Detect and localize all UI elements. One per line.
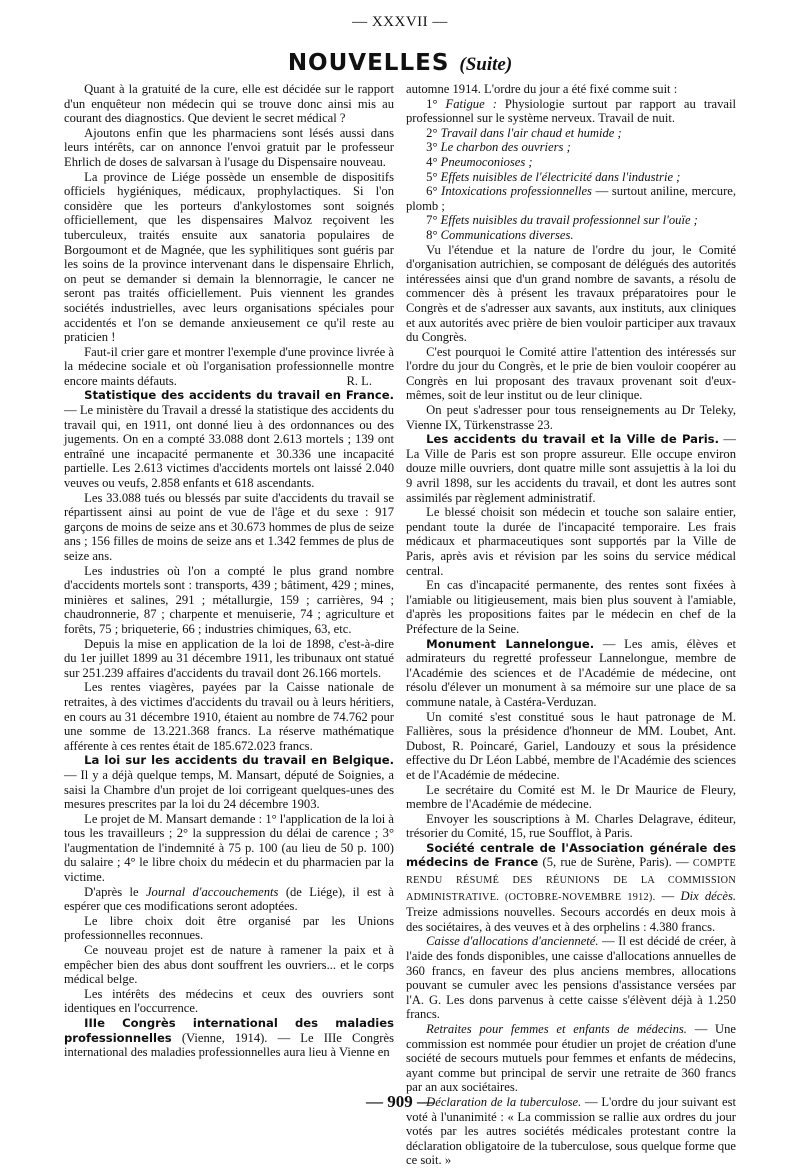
paragraph-text: — Le ministère du Travail a dressé la statistique des accidents du travail qui, en 1911, ont donné lieu à des ordonnances ou des jugements. On en a compté 33.088 dont 2.613 mortels ; 139 ont entraîné une incapacité permanente et 30.336 une incapacité partielle. Les 2.613 victimes d'accidents mortels ont laissé 2.040 veuves ou veufs, 2.858 enfants et 618 ascendants. xyxy=(64,403,394,491)
paragraph xyxy=(406,82,736,97)
page-header-roman-numeral: — XXXVII — xyxy=(352,14,448,30)
paragraph-italic: Caisse d'allocations d'ancienneté. xyxy=(426,934,599,949)
paragraph-text: Faut-il crier gare et montrer l'exemple d'une province livrée à la médecine sociale et où l'organisation professionnelle montre encore maints défauts. xyxy=(64,344,394,388)
paragraph-italic: Effets nuisibles de l'électricité dans l'industrie ; xyxy=(440,169,681,184)
paragraph-text: (5, rue de Surène, Paris). — xyxy=(538,855,693,870)
paragraph-text: Un comité s'est constitué sous le haut patronage de M. Fallières, sous la présidence d'honneur de MM. Loubet, Ant. Dubost, R. Poincaré, Gariel, Landouzy et sous la présidence effective du Dr Léon Labbé, membre de l'Académie des sciences et de l'Académie de médecine. xyxy=(406,709,736,782)
paragraph-text: Treize admissions nouvelles. Secours accordés en deux mois à des sociétaires, à des veuves et à des orphelins : 4.380 francs. xyxy=(406,905,736,934)
paragraph xyxy=(406,934,736,1022)
paragraph-prefix: 5° xyxy=(426,169,441,184)
paragraph-italic: Intoxications professionnelles xyxy=(441,184,592,199)
paragraph-text: Vu l'étendue et la nature de l'ordre du jour, le Comité d'organisation autrichien, se composant de délégués des autorités intéressées ainsi que d'un grand nombre de savants, a résolu de commencer dès à présent les travaux préparatoires pour le Congrès et de s'adresser aux savants, aux instituts, aux cliniques et aux autorités avec prière de bien vouloir participer aux travaux du Congrès. xyxy=(406,242,736,345)
paragraph-prefix: 3° xyxy=(426,140,441,155)
paragraph xyxy=(64,637,394,681)
paragraph-text: Les 33.088 tués ou blessés par suite d'accidents du travail se répartissent ainsi au point de vue de l'âge et du sexe : 917 garçons de moins de seize ans et 30.673 hommes de plus de seize ans ; 156 filles de moins de seize ans et 1.342 femmes de plus de seize ans. xyxy=(64,490,394,563)
paragraph-prefix: 7° xyxy=(426,213,441,228)
paragraph-text: La province de Liége possède un ensemble de dispositifs officiels hygiéniques, médicaux, prophylactiques. Si l'on considère que les porteurs d'ankylostomes sont soignés officiellement, que les dispensaires Malvoz reçoivent les tuberculeux, traités ensuite aux sanatoria populaires de Borgoumont et de Magnée, que les syphilitiques sont guéris par les soins de la province intervenant dans le dispensaire Ehrlich, on peut se demander si demain la blennorragie, le cancer ne seront pas traités officiellement. Puis viennent les grandes sociétés industrielles, avec leurs organisations spéciales pour accidentés et l'on se demande anxieusement ce qu'il reste au praticien ! xyxy=(64,169,394,345)
paragraph-text: Quant à la gratuité de la cure, elle est décidée sur le rapport d'un enquêteur non médecin qui se trouve donc ainsi mis au courant des diagnostics. Que devient le secret médical ? xyxy=(64,82,394,126)
paragraph xyxy=(64,1016,394,1060)
paragraph-text: Le secrétaire du Comité est M. le Dr Maurice de Fleury, membre de l'Académie de médecine. xyxy=(406,782,736,812)
paragraph xyxy=(64,491,394,564)
paragraph xyxy=(406,1022,736,1095)
paragraph-text: Envoyer les souscriptions à M. Charles Delagrave, éditeur, trésorier du Comité, 15, rue Soufflot, à Paris. xyxy=(406,811,736,841)
paragraph-text: — L'ordre du jour suivant est voté à l'unanimité : « La commission se rallie aux ordres du jour votés par les autres sociétés médicales protestant contre la déclaration obligatoire de la tuberculose, sous quelque forme que ce soit. » xyxy=(406,1094,736,1168)
paragraph xyxy=(406,184,736,213)
paragraph-italic: Effets nuisibles du travail professionnel sur l'ouïe ; xyxy=(440,213,698,228)
paragraph xyxy=(64,345,394,389)
paragraph xyxy=(406,841,736,935)
paragraph xyxy=(406,783,736,812)
paragraph-text: Ajoutons enfin que les pharmaciens sont lésés aussi dans leurs intérêts, car on annonce l'envoi gratuit par le professeur Ehrlich de doses de salvarsan à l'usage du Dispensaire nouveau. xyxy=(64,125,394,169)
paragraph-text: — Une commission est nommée pour étudier un projet de création d'une société de secours mutuels pour femmes et enfants de médecins, ayant comme but principal de servir une retraite de 360 francs par an aux sociétaires. xyxy=(406,1022,736,1095)
paragraph-prefix: 1° xyxy=(426,96,446,111)
paragraph-text: En cas d'incapacité permanente, des rentes sont fixées à l'amiable ou litigieusement, mais bien plus souvent à l'amiable, d'après les propositions faites par le médecin en chef de la Préfecture de la Seine. xyxy=(406,578,736,636)
paragraph-italic: Pneumoconioses ; xyxy=(440,154,533,169)
paragraph-italic: Travail dans l'air chaud et humide ; xyxy=(440,125,622,140)
paragraph-prefix: D'après le xyxy=(84,884,146,899)
paragraph-text: Le projet de M. Mansart demande : 1° l'application de la loi à tous les travailleurs ; 2° la suppression du délai de carence ; 3° l'augmentation de l'indemnité à 75 p. 100 (au lieu de 50 p. 100) du salaire ; 4° le libre choix du médecin et du pharmacien par la victime. xyxy=(64,811,394,885)
paragraph-text: Depuis la mise en application de la loi de 1898, c'est-à-dire du 1er juillet 1899 au 31 décembre 1911, les tribunaux ont statué sur 251.239 affaires d'accidents du travail dont 26.166 mortels. xyxy=(64,636,394,680)
paragraph xyxy=(406,126,736,141)
paragraph-heading: Monument Lannelongue. xyxy=(426,636,595,651)
paragraph xyxy=(406,345,736,403)
paragraph-heading: La loi sur les accidents du travail en Belgique. xyxy=(84,753,394,768)
paragraph xyxy=(406,578,736,636)
paragraph-text: — surtout aniline, mercure, plomb ; xyxy=(406,184,736,213)
paragraph-smallcaps: COMPTE RENDU RÉSUMÉ DES RÉUNIONS DE LA COMMISSION ADMINISTRATIVE. (OCTOBRE-NOVEMBRE 1912). xyxy=(406,858,736,903)
paragraph-text: Les intérêts des médecins et ceux des ouvriers sont identiques en l'occurrence. xyxy=(64,986,394,1016)
paragraph xyxy=(406,97,736,126)
paragraph xyxy=(64,170,394,345)
paragraph xyxy=(64,753,394,811)
paragraph-italic: Journal d'accouchements xyxy=(145,884,279,899)
paragraph-text: automne 1914. L'ordre du jour a été fixé comme suit : xyxy=(406,82,678,96)
paragraph-text: Le libre choix doit être organisé par les Unions professionnelles reconnues. xyxy=(64,913,394,943)
paragraph xyxy=(64,82,394,126)
paragraph xyxy=(64,680,394,753)
paragraph xyxy=(406,432,736,505)
paragraph-heading: Société centrale de l'Association générale des médecins de France xyxy=(406,840,736,870)
paragraph-heading: Statistique des accidents du travail en France. xyxy=(84,388,394,403)
paragraph-text: — La Ville de Paris est son propre assureur. Elle occupe environ douze mille ouvriers, dont quatre mille sont assujettis à la loi du 9 avril 1898, sur les accidents du travail, et dont les autres sont assimilés par règlement administratif. xyxy=(406,432,737,505)
section-title-suite: (Suite) xyxy=(459,54,513,75)
two-column-body xyxy=(64,82,736,1168)
paragraph xyxy=(406,213,736,228)
paragraph xyxy=(64,914,394,943)
paragraph-text: (de Liége), il est à espérer que ces modifications seront adoptées. xyxy=(64,884,394,914)
paragraph xyxy=(406,637,736,710)
paragraph xyxy=(64,943,394,987)
paragraph xyxy=(406,403,736,432)
paragraph xyxy=(406,505,736,578)
paragraph xyxy=(406,170,736,185)
paragraph-italic: Déclaration de la tuberculose. xyxy=(426,1094,582,1109)
paragraph-text: On peut s'adresser pour tous renseignements au Dr Teleky, Vienne IX, Türkenstrasse 23. xyxy=(406,403,736,432)
paragraph xyxy=(406,228,736,243)
section-title xyxy=(0,50,800,76)
paragraph-text: Ce nouveau projet est de nature à ramener la paix et à empêcher bien des abus dont souffrent les ouvriers... et le corps médical belge. xyxy=(64,943,394,987)
paragraph xyxy=(64,388,394,490)
paragraph-italic: Le charbon des ouvriers ; xyxy=(440,140,571,155)
paragraph-text: C'est pourquoi le Comité attire l'attention des intéressés sur l'ordre du jour du Congrès, et le prie de bien vouloir coopérer au Congrès en lui proposant des travaux provenant soit d'eux-mêmes, soit de leur institut ou de leur clinique. xyxy=(406,344,736,403)
paragraph xyxy=(64,564,394,637)
paragraph-text: (Vienne, 1914). — Le IIIe Congrès international des maladies professionnelles aura lieu à Vienne en xyxy=(64,1030,394,1060)
paragraph xyxy=(406,155,736,170)
paragraph-text: — Il y a déjà quelque temps, M. Mansart, député de Soignies, a saisi la Chambre d'un projet de loi corrigeant quelques-unes des mesures prescrites par la loi du 24 décembre 1903. xyxy=(64,767,394,812)
paragraph-heading: Les accidents du travail et la Ville de Paris. xyxy=(426,432,719,447)
paragraph-prefix: 2° xyxy=(426,125,441,140)
paragraph-text: — Les amis, élèves et admirateurs du regretté professeur Lannelongue, membre de l'Académie des sciences et de l'Académie de médecine, ont résolu d'élever un monument à sa mémoire sur une place de sa commune natale, à Castéra-Verduzan. xyxy=(406,636,736,709)
paragraph xyxy=(406,710,736,783)
right-column xyxy=(406,82,736,1168)
section-title-main: NOUVELLES xyxy=(287,50,450,76)
paragraph xyxy=(64,812,394,885)
paragraph-separator: — xyxy=(655,888,681,903)
paragraph-prefix: 4° xyxy=(426,154,441,169)
left-column xyxy=(64,82,394,1168)
paragraph-text: Les rentes viagères, payées par la Caisse nationale de retraites, à des victimes d'accidents du travail ou à leurs héritiers, en cours au 31 décembre 1910, étaient au nombre de 74.762 pour une somme de 13.221.368 francs. La réserve mathématique afférente à ces rentes était de 185.672.023 francs. xyxy=(64,680,394,753)
paragraph-text: Les industries où l'on a compté le plus grand nombre d'accidents mortels sont : transports, 439 ; bâtiment, 429 ; mines, minières et salines, 291 ; métallurgie, 159 ; carrières, 94 ; chaudronnerie, 87 ; charpente et menuiserie, 74 ; agriculture et forêts, 75 ; briqueterie, 66 ; industries chimiques, 63, etc. xyxy=(64,563,394,636)
paragraph-heading: IIIe Congrès international des maladies professionnelles xyxy=(64,1016,394,1045)
paragraph xyxy=(64,987,394,1016)
paragraph-text: Le blessé choisit son médecin et touche son salaire entier, pendant toute la durée de l'incapacité temporaire. Les frais médicaux et pharmaceutiques sont supportés par la Ville de Paris, après avis et révision par les soins du service médical central. xyxy=(406,505,736,578)
page-number-footer: — 909 — xyxy=(366,1092,434,1111)
paragraph-prefix: 8° xyxy=(426,227,441,242)
paragraph xyxy=(64,126,394,170)
paragraph-text: — Il est décidé de créer, à l'aide des fonds disponibles, une caisse d'allocations annuelles de 360 francs, en faveur des plus anciens membres, allocations pouvant se cumuler avec les pensions d'assistance versées par l'A. G. Les dons parvenus à cette caisse s'élèvent déjà à 1.250 francs. xyxy=(406,934,736,1022)
paragraph-italic: Communications diverses. xyxy=(440,227,574,242)
paragraph xyxy=(406,812,736,841)
paragraph-text: Physiologie surtout par rapport au travail professionnel sur le système nerveux. Travail de nuit. xyxy=(406,96,736,126)
author-signature: R. L. xyxy=(346,373,372,388)
paragraph-italic: Retraites pour femmes et enfants de médecins. xyxy=(426,1022,687,1036)
paragraph-italic: Dix décès. xyxy=(680,888,737,903)
paragraph-italic: Fatigue : xyxy=(445,96,497,111)
paragraph xyxy=(406,140,736,155)
paragraph xyxy=(64,885,394,914)
paragraph xyxy=(406,243,736,345)
paragraph-prefix: 6° xyxy=(426,184,442,199)
